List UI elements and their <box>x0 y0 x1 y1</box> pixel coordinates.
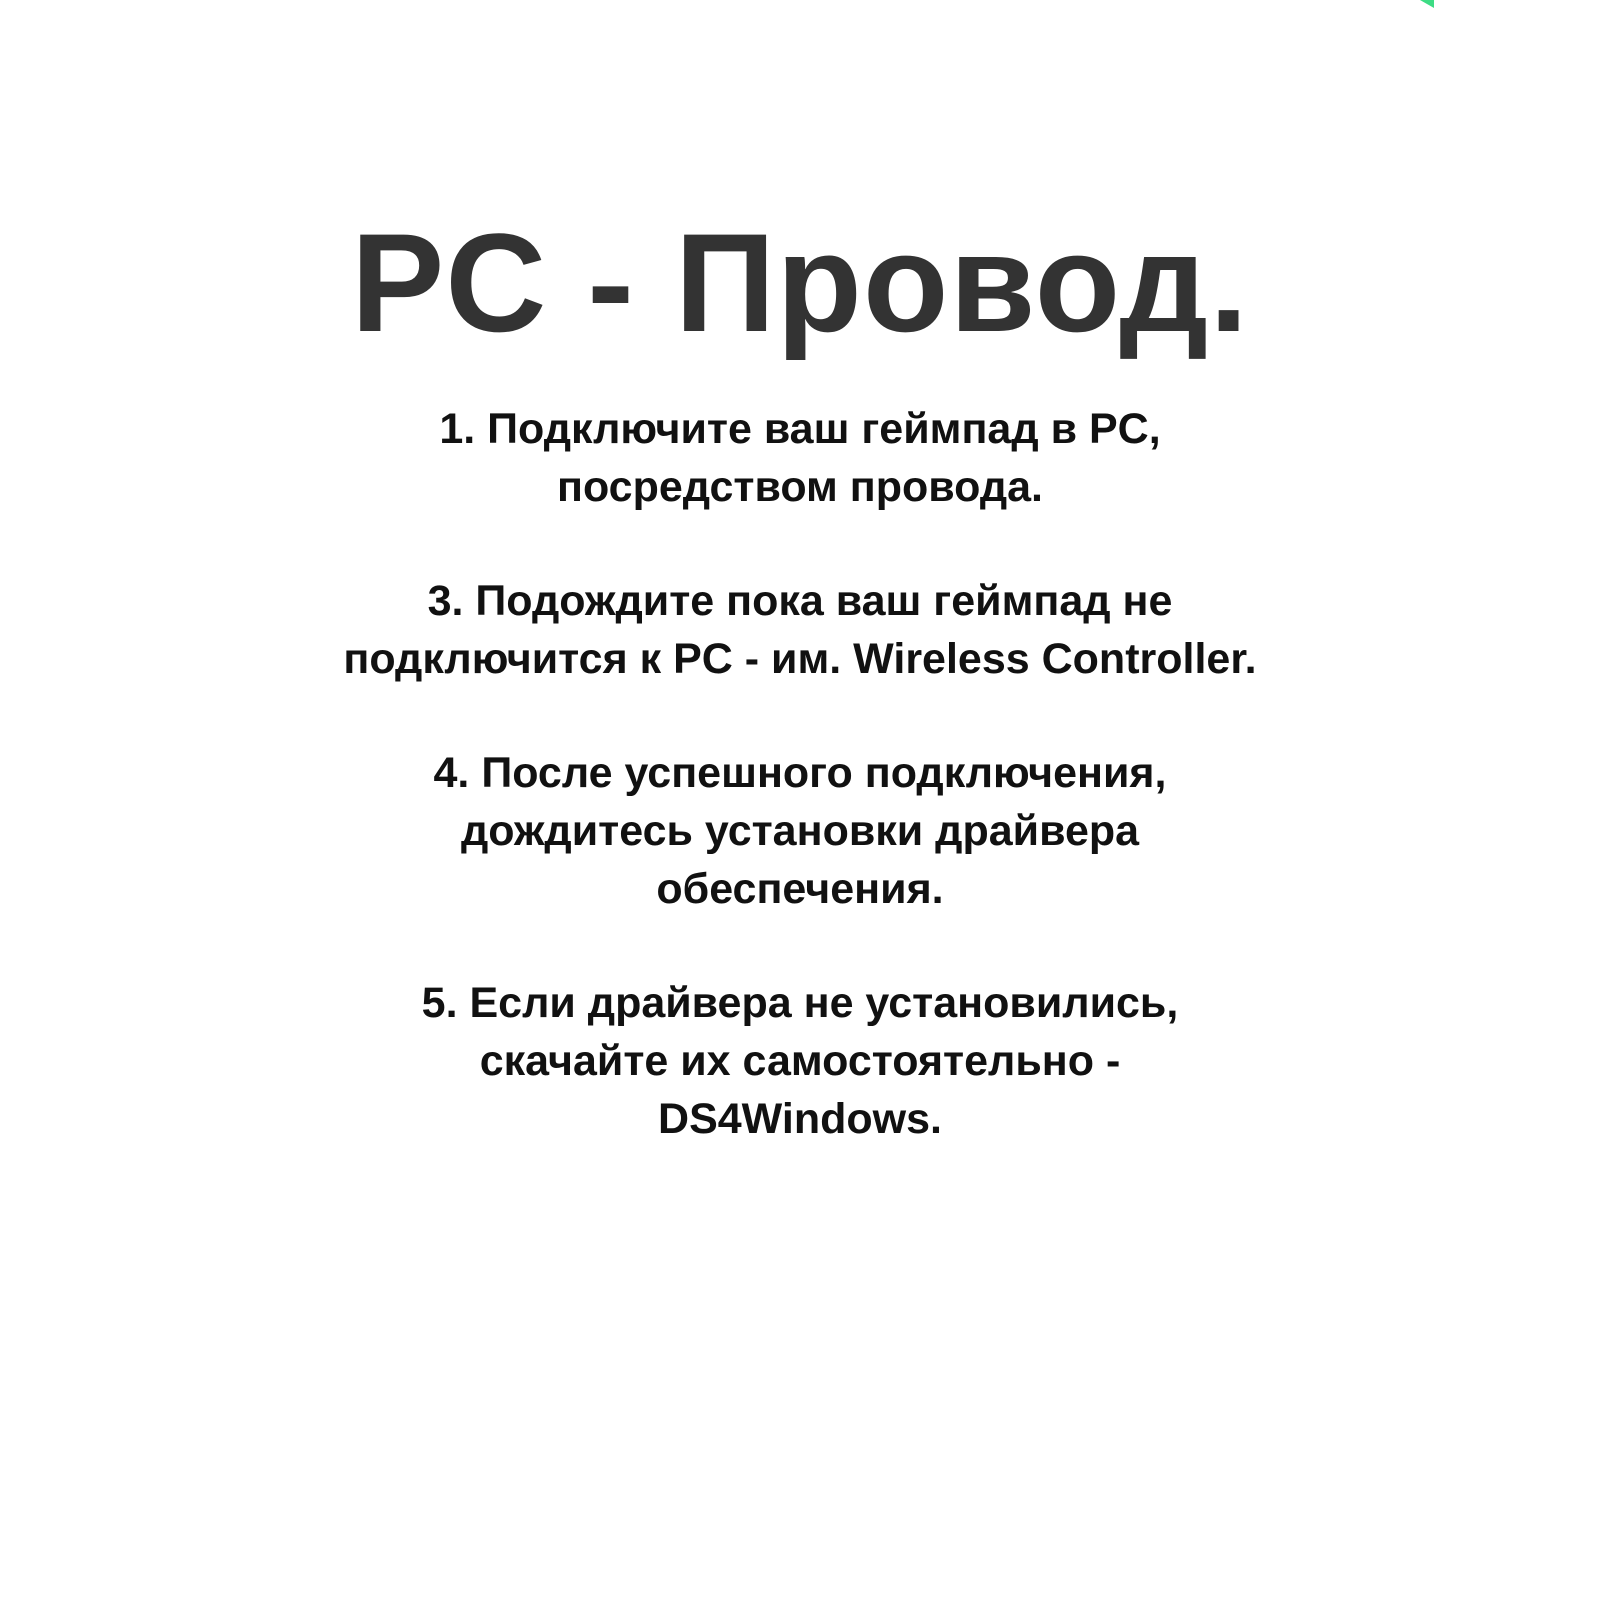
corner-mark <box>1420 0 1434 8</box>
step-item <box>200 974 1400 1148</box>
step-item <box>200 744 1400 918</box>
steps-list <box>200 400 1400 1204</box>
step-item <box>200 400 1400 516</box>
step-line: 1. Подключите ваш геймпад в PC, <box>439 405 1161 453</box>
step-line: посредством провода. <box>556 463 1044 511</box>
step-line: подключится к PC - им. Wireless Controller. <box>343 635 1257 683</box>
step-line: дождитесь установки драйвера <box>460 807 1140 855</box>
step-item <box>200 572 1400 688</box>
step-line: DS4Windows. <box>658 1095 942 1143</box>
step-line: обеспечения. <box>656 865 944 913</box>
step-line: 3. Подождите пока ваш геймпад не <box>427 577 1173 625</box>
step-line: скачайте их самостоятельно - <box>479 1037 1121 1085</box>
page-title: PC - Провод. <box>350 204 1250 361</box>
step-line: 5. Если драйвера не установились, <box>421 979 1179 1027</box>
step-line: 4. После успешного подключения, <box>433 749 1167 797</box>
